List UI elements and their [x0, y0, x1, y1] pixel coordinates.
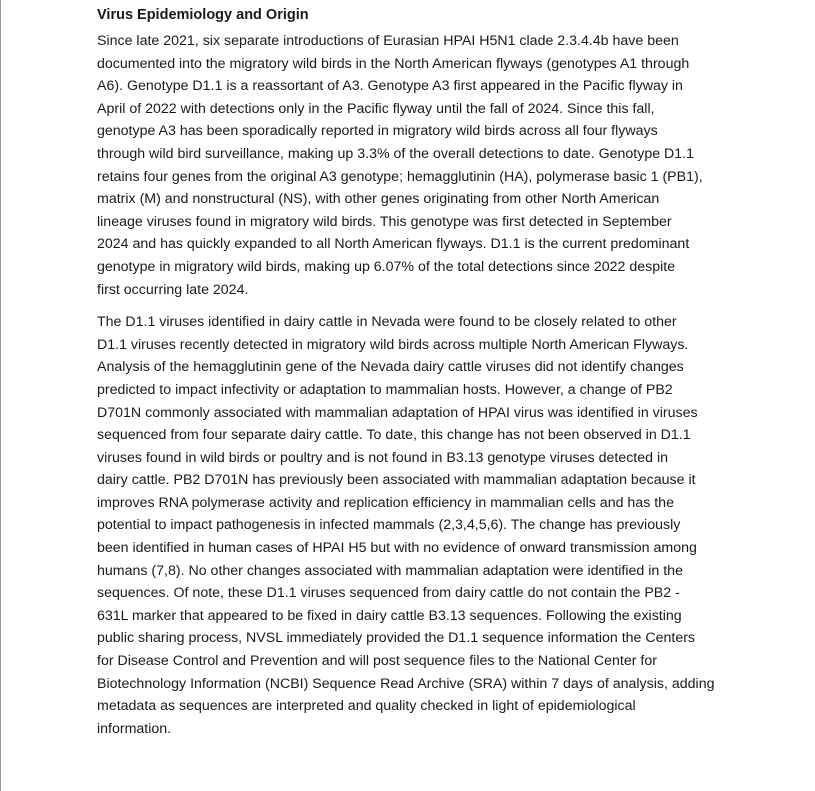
- paragraph-line: potential to impact pathogenesis in infected mammals (2,3,4,5,6). The change has previously: [97, 517, 681, 534]
- paragraph-line: documented into the migratory wild birds in the North American flyways (genotypes A1 through: [97, 55, 690, 72]
- document-section: [97, 4, 723, 750]
- paragraph-line: first occurring late 2024.: [97, 281, 249, 298]
- paragraph-line: metadata as sequences are interpreted and quality checked in light of epidemiological: [97, 698, 636, 715]
- paragraph-line: genotype in migratory wild birds, making up 6.07% of the total detections since 2022 despite: [97, 258, 676, 275]
- paragraph-line: Since late 2021, six separate introductions of Eurasian HPAI H5N1 clade 2.3.4.4b have been: [97, 33, 679, 49]
- paragraph-line: sequences. Of note, these D1.1 viruses sequenced from dairy cattle do not contain the PB2 -: [97, 585, 680, 602]
- paragraph-line: retains four genes from the original A3 genotype; hemagglutinin (HA), polymerase basic 1 (PB1),: [97, 168, 703, 185]
- paragraph-line: dairy cattle. PB2 D701N has previously been associated with mammalian adaptation because it: [97, 472, 696, 489]
- paragraph-line: D1.1 viruses recently detected in migratory wild birds across multiple North American Flyways.: [97, 336, 689, 353]
- paragraph-line: A6). Genotype D1.1 is a reassortant of A3. Genotype A3 first appeared in the Pacific flyway in: [97, 78, 683, 95]
- paragraph-line: sequenced from four separate dairy cattle. To date, this change has not been observed in D1.1: [97, 427, 691, 444]
- paragraph-line: 2024 and has quickly expanded to all North American flyways. D1.1 is the current predominant: [97, 236, 690, 253]
- paragraph-line: predicted to impact infectivity or adaptation to mammalian hosts. However, a change of PB2: [97, 381, 673, 398]
- paragraph-line: matrix (M) and nonstructural (NS), with other genes originating from other North American: [97, 191, 660, 208]
- paragraph-line: humans (7,8). No other changes associated with mammalian adaptation were identified in the: [97, 562, 683, 579]
- paragraph-line: viruses found in wild birds or poultry and is not found in B3.13 genotype viruses detected in: [97, 449, 668, 466]
- paragraph-line: The D1.1 viruses identified in dairy cattle in Nevada were found to be closely related to other: [97, 314, 677, 331]
- paragraph-line: for Disease Control and Prevention and will post sequence files to the National Center for: [97, 653, 657, 670]
- paragraph-line: lineage viruses found in migratory wild birds. This genotype was first detected in September: [97, 213, 672, 230]
- paragraph-line: been identified in human cases of HPAI H5 but with no evidence of onward transmission among: [97, 540, 697, 557]
- paragraph-line: genotype A3 has been sporadically reported in migratory wild birds across all four flyways: [97, 123, 658, 140]
- paragraph-epidemiology: [97, 30, 723, 301]
- paragraph-line: Analysis of the hemagglutinin gene of the Nevada dairy cattle viruses did not identify changes: [97, 359, 684, 376]
- section-heading: Virus Epidemiology and Origin: [97, 7, 309, 23]
- paragraph-line: 631L marker that appeared to be fixed in dairy cattle B3.13 sequences. Following the existing: [97, 607, 682, 624]
- paragraph-line: April of 2022 with detections only in the Pacific flyway until the fall of 2024. Since this fall,: [97, 100, 655, 117]
- paragraph-line: Biotechnology Information (NCBI) Sequence Read Archive (SRA) within 7 days of analysis, adding: [97, 675, 715, 692]
- paragraph-line: information.: [97, 720, 172, 737]
- paragraph-dairy-cattle-analysis: [97, 311, 723, 740]
- paragraph-line: through wild bird surveillance, making up 3.3% of the overall detections to date. Genotype D1.1: [97, 145, 695, 162]
- page-left-edge: [0, 0, 1, 791]
- paragraph-line: improves RNA polymerase activity and replication efficiency in mammalian cells and has the: [97, 494, 674, 511]
- paragraph-line: D701N commonly associated with mammalian adaptation of HPAI virus was identified in viruses: [97, 404, 698, 421]
- paragraph-line: public sharing process, NVSL immediately provided the D1.1 sequence information the Centers: [97, 630, 696, 647]
